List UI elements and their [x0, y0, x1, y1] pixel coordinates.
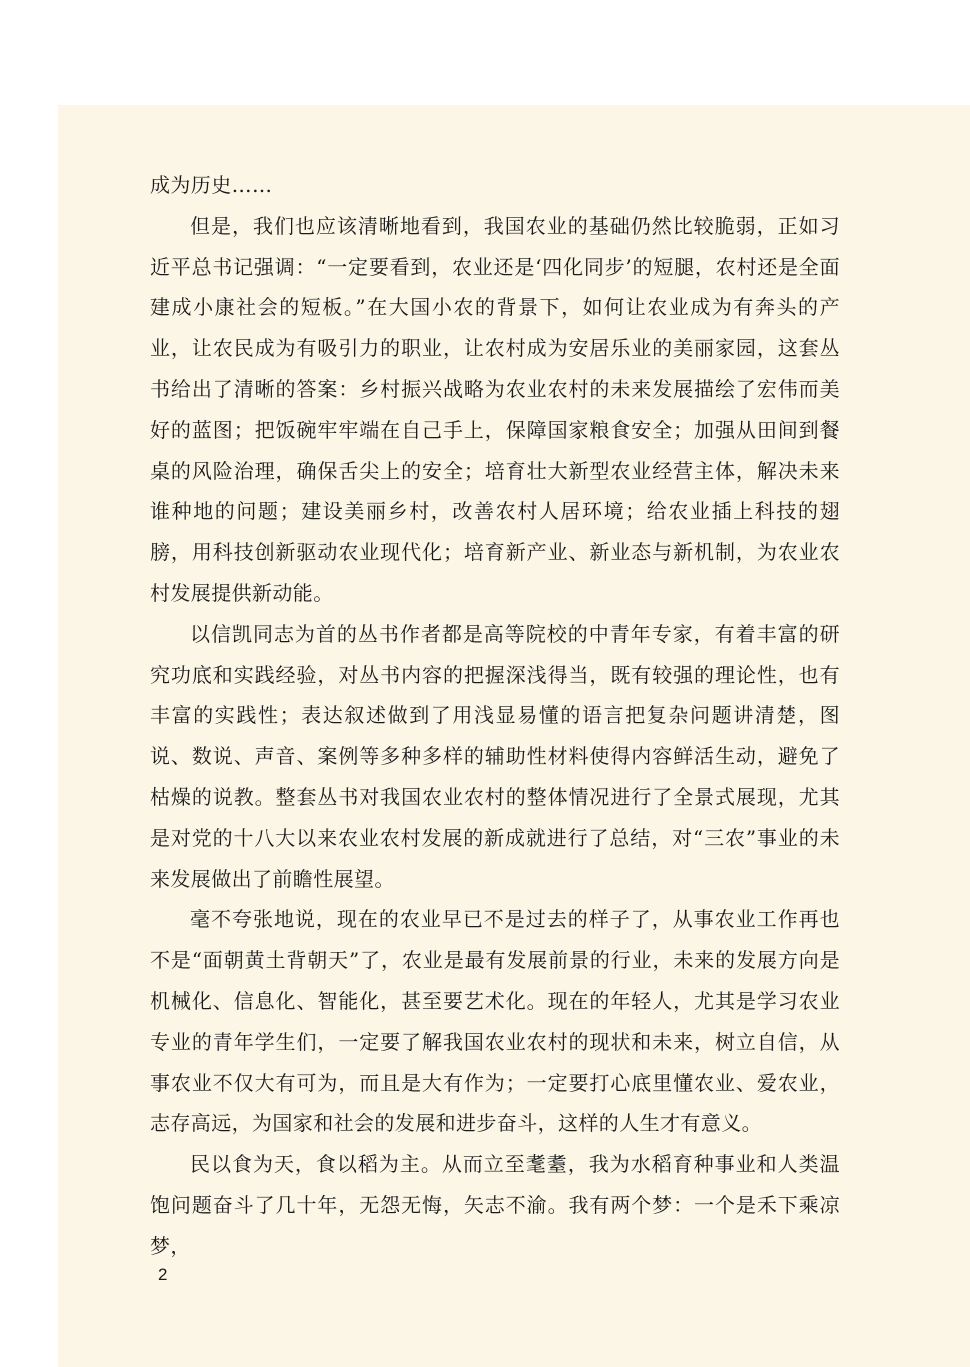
- paragraph-continuation: 成为历史……: [150, 173, 273, 197]
- book-page: [58, 105, 970, 1367]
- paragraph: 以信凯同志为首的丛书作者都是高等院校的中青年专家，有着丰富的研究功底和实践经验，对丛书内容的把握深浅得当，既有较强的理论性，也有丰富的实践性；表达叙述做到了用浅显易懂的语言把复杂问题讲清楚，图说、数说、声音、案例等多种多样的辅助性材料使得内容鲜活生动，避免了枯燥的说教。整套丛书对我国农业农村的整体情况进行了全景式展现，尤其是对党的十八大以来农业农村发展的新成就进行了总结，对“三农”事业的未来发展做出了前瞻性展望。: [150, 621, 840, 891]
- paragraph: 但是，我们也应该清晰地看到，我国农业的基础仍然比较脆弱，正如习近平总书记强调：“一定要看到，农业还是‘四化同步’的短腿，农村还是全面建成小康社会的短板。”在大国小农的背景下，如何让农业成为有奔头的产业，让农民成为有吸引力的职业，让农村成为安居乐业的美丽家园，这套丛书给出了清晰的答案：乡村振兴战略为农业农村的未来发展描绘了宏伟而美好的蓝图；把饭碗牢牢端在自己手上，保障国家粮食安全；加强从田间到餐桌的风险治理，确保舌尖上的安全；培育壮大新型农业经营主体，解决未来谁种地的问题；建设美丽乡村，改善农村人居环境；给农业插上科技的翅膀，用科技创新驱动农业现代化；培育新产业、新业态与新机制，为农业农村发展提供新动能。: [150, 213, 840, 605]
- body-text: [150, 165, 840, 1267]
- page-number: 2: [158, 1265, 168, 1284]
- paragraph: 民以食为天，食以稻为主。从而立至耄耋，我为水稻育种事业和人类温饱问题奋斗了几十年，无怨无悔，矢志不渝。我有两个梦：一个是禾下乘凉梦，: [150, 1152, 840, 1258]
- paragraph: 毫不夸张地说，现在的农业早已不是过去的样子了，从事农业工作再也不是“面朝黄土背朝天”了，农业是最有发展前景的行业，未来的发展方向是机械化、信息化、智能化，甚至要艺术化。现在的年轻人，尤其是学习农业专业的青年学生们，一定要了解我国农业农村的现状和未来，树立自信，从事农业不仅大有可为，而且是大有作为；一定要打心底里懂农业、爱农业，志存高远，为国家和社会的发展和进步奋斗，这样的人生才有意义。: [150, 907, 840, 1136]
